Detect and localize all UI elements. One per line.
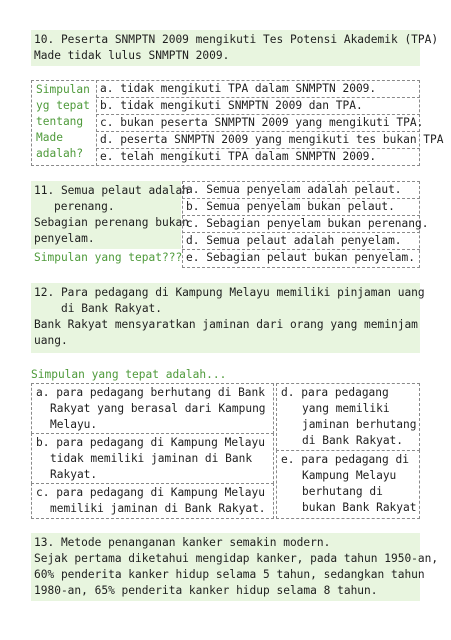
q10-question-line: Made tidak lulus SNMPTN 2009.	[34, 49, 230, 62]
q12-option-e[interactable]: e. para pedagang di Kampung Melayu berhutang di bukan Bank Rakyat	[276, 450, 420, 519]
q11-question-line: Sebagian perenang bukan	[34, 216, 189, 229]
q11-option-e[interactable]: e. Sebagian pelaut bukan penyelam.	[186, 251, 416, 264]
q10-option-c[interactable]: c. bukan peserta SNMPTN 2009 yang mengikuti TPA.	[100, 116, 424, 129]
q10-option-b[interactable]: b. tidak mengikuti SNMPTN 2009 dan TPA.	[100, 99, 363, 112]
q12-question-line: di Bank Rakyat.	[61, 302, 163, 315]
q12-prompt: Simpulan yang tepat adalah...	[31, 368, 227, 381]
q10-question-box	[31, 30, 439, 66]
q12-option-b[interactable]: b. para pedagang di Kampung Melayu tidak memiliki jaminan di Bank Rakyat.	[31, 433, 274, 484]
q12-question-line: 12. Para pedagang di Kampung Melayu memiliki pinjaman uang	[34, 286, 425, 299]
q11-option-d[interactable]: d. Semua pelaut adalah penyelam.	[186, 234, 402, 247]
q11-option-c[interactable]: c. Sebagian penyelam bukan perenang.	[186, 217, 429, 230]
q13-question-line: 60% penderita kanker hidup selama 5 tahun, sedangkan tahun	[34, 568, 425, 581]
q12-option-c[interactable]: c. para pedagang di Kampung Melayu memiliki jaminan di Bank Rakyat.	[31, 483, 274, 519]
q10-option-d[interactable]: d. peserta SNMPTN 2009 yang mengikuti tes bukan TPA	[100, 133, 444, 146]
q11-option-b[interactable]: b. Semua penyelam bukan pelaut.	[186, 200, 395, 213]
q10-question-line: 10. Peserta SNMPTN 2009 mengikuti Tes Potensi Akademik (TPA)	[34, 33, 439, 46]
q11-question-line: penyelam.	[34, 232, 95, 245]
q12-question-line: uang.	[34, 334, 68, 347]
q11-option-a[interactable]: a. Semua penyelam adalah pelaut.	[186, 183, 402, 196]
q11-prompt: Simpulan yang tepat???	[34, 251, 183, 264]
q12-question-line: Bank Rakyat mensyaratkan jaminan dari orang yang meminjam	[34, 318, 418, 331]
q10-option-a[interactable]: a. tidak mengikuti TPA dalam SNMPTN 2009.	[100, 82, 377, 95]
q12-question-box	[31, 283, 425, 353]
q13-question-line: Sejak pertama diketahui mengidap kanker, pada tahun 1950-an,	[34, 552, 439, 565]
q10-option-e[interactable]: e. telah mengikuti TPA dalam SNMPTN 2009.	[100, 150, 377, 163]
q13-question-box	[31, 533, 439, 601]
q13-question-line: 13. Metode penanganan kanker semakin modern.	[34, 536, 331, 549]
q11-question-line: 11. Semua pelaut adalah	[34, 184, 189, 197]
q12-option-a[interactable]: a. para pedagang berhutang di Bank Rakyat yang berasal dari Kampung Melayu.	[31, 383, 274, 434]
q13-question-line: 1980-an, 65% penderita kanker hidup selama 8 tahun.	[34, 584, 378, 597]
q12-option-d[interactable]: d. para pedagang yang memiliki jaminan berhutang di Bank Rakyat.	[276, 383, 420, 451]
q11-question-box	[31, 181, 189, 249]
q11-question-line: perenang.	[54, 200, 115, 213]
